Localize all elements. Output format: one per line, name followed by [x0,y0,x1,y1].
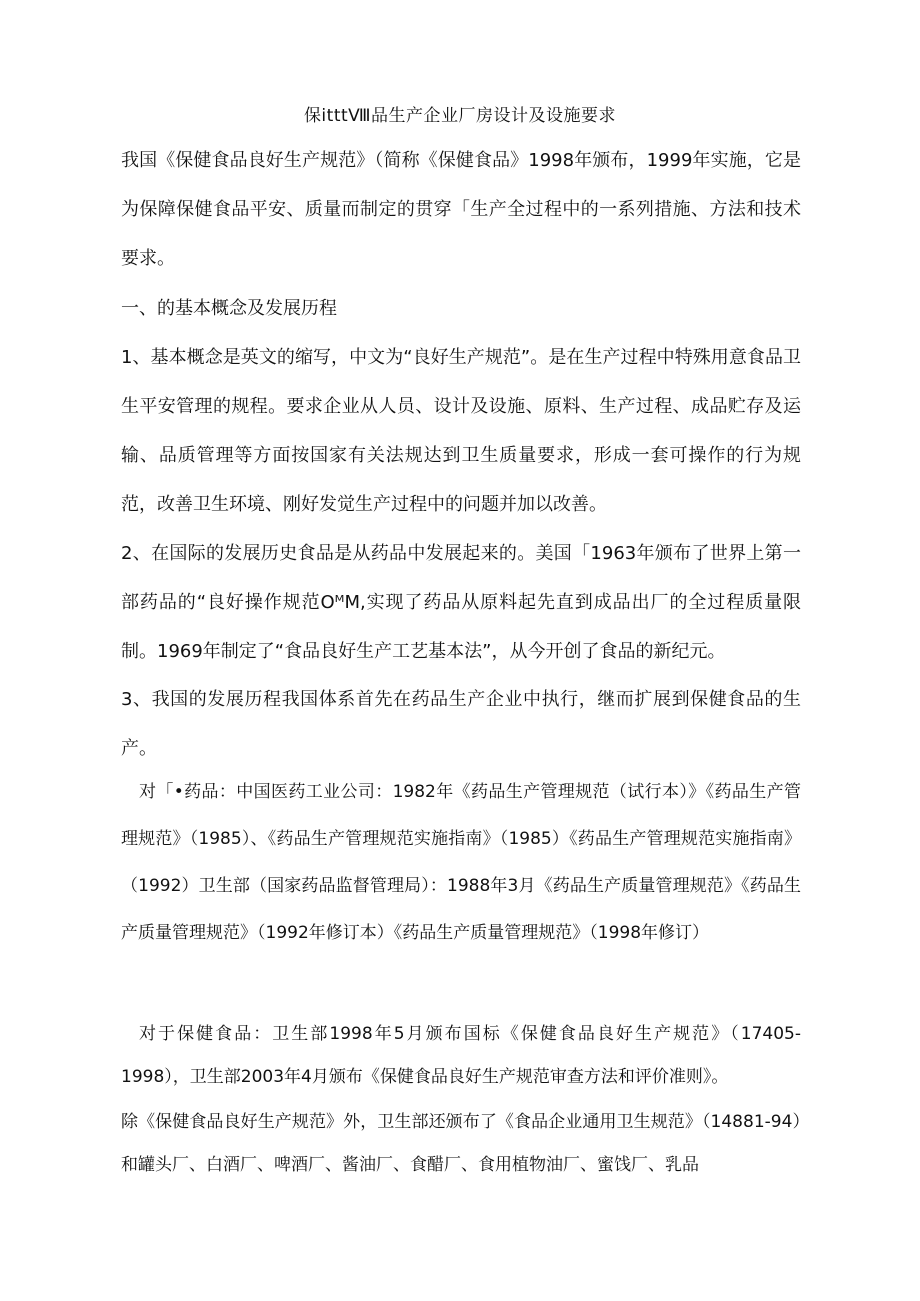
paragraph-health-food-regulations: 对于保健食品：卫生部1998年5月颁布国标《保健食品良好生产规范》（17405-1998），卫生部2003年4月颁布《保健食品良好生产规范审查方法和评价准则》。 [121,1024,801,1087]
paragraph-intro: 我国《保健食品良好生产规范》（简称《保健食品》1998年颁布，1999年实施，它是为保障保健食品平安、质量而制定的贯穿「生产全过程中的一系列措施、方法和技术要求。 [121,150,801,269]
paragraph-international-history: 2、在国际的发展历史食品是从药品中发展起来的。美国「1963年颁布了世界上第一部药品的“良好操作规范OᴹM,实现了药品从原料起先直到成品出厂的全过程质量限制。1969年制定了“食品良好生产工艺基本法”，从今开创了食品的新纪元。 [121,543,801,662]
paragraph-china-history: 3、我国的发展历程我国体系首先在药品生产企业中执行，继而扩展到保健食品的生产。 [121,689,801,759]
paragraph-basic-concept: 1、基本概念是英文的缩写，中文为“良好生产规范”。是在生产过程中特殊用意食品卫生平安管理的规程。要求企业从人员、设计及设施、原料、生产过程、成品贮存及运输、品质管理等方面按国家有关法规达到卫生质量要求，形成一套可操作的行为规范，改善卫生环境、刚好发觉生产过程中的问题并加以改善。 [121,347,801,515]
section-heading-1: 一、的基本概念及发展历程 [121,298,337,319]
paragraph-other-regulations: 除《保健食品良好生产规范》外，卫生部还颁布了《食品企业通用卫生规范》（14881-94）和罐头厂、白酒厂、啤酒厂、酱油厂、食醋厂、食用植物油厂、蜜饯厂、乳品 [121,1112,801,1175]
document-title: 保itttⅧ品生产企业厂房设计及设施要求 [303,106,617,126]
paragraph-pharma-regulations: 对「•药品：中国医药工业公司：1982年《药品生产管理规范（试行本）》《药品生产管理规范》（1985）、《药品生产管理规范实施指南》（1985）《药品生产管理规范实施指南》（1992）卫生部（国家药品监督管理局）：1988年3月《药品生产质量管理规范》《药品生产质量管理规范》（1992年修订本）《药品生产质量管理规范》（1998年修订） [121,782,801,943]
